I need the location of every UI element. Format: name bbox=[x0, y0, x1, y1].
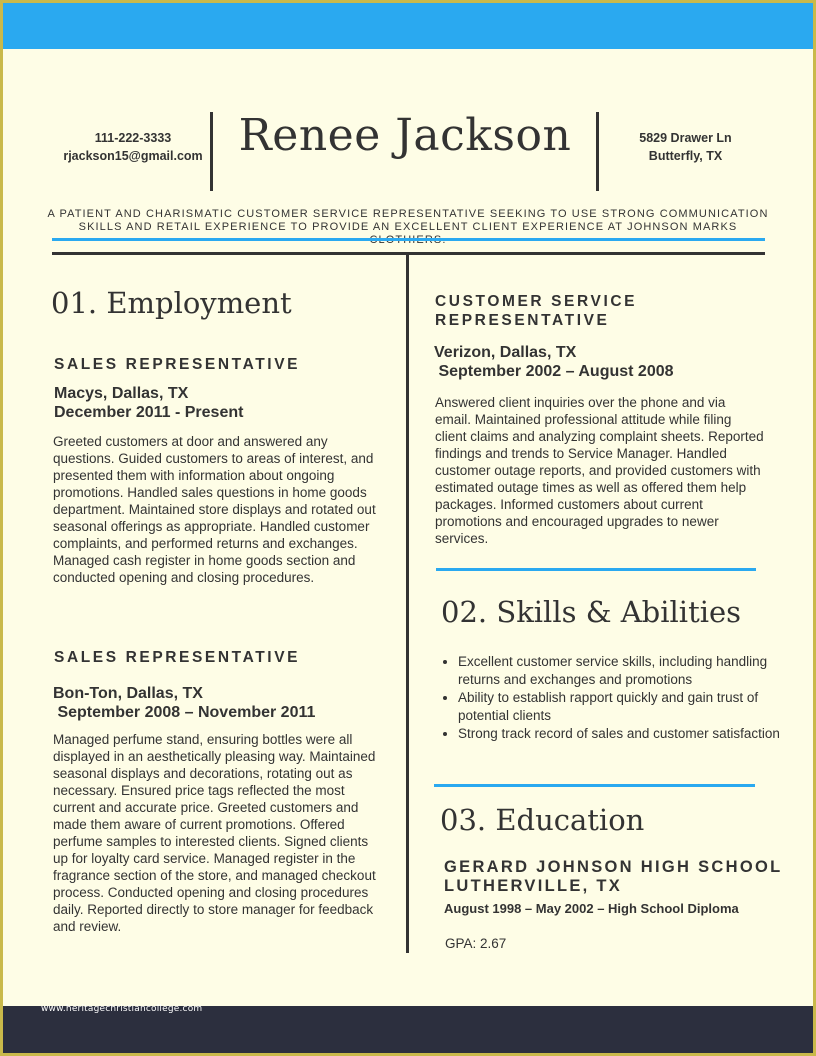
email-address: rjackson15@gmail.com bbox=[63, 149, 203, 163]
job-2-company: Bon-Ton, Dallas, TX bbox=[53, 685, 203, 702]
job-2-dates: September 2008 – November 2011 bbox=[53, 704, 316, 721]
address-line-2: Butterfly, TX bbox=[648, 149, 723, 163]
resume-page bbox=[3, 3, 813, 1053]
job-1-description: Greeted customers at door and answered any questions. Guided customers to areas of interest, and presented them with information about ongoing promotions. Handled sales questions in home goods department. Maintained store displays and rotated out seasonal offerings as appropriate. Handled customer complaints, and performed returns and exchanges. Managed cash register in home goods section and conducted opening and closing procedures. bbox=[53, 434, 376, 585]
education-dates: August 1998 – May 2002 – High School Diploma bbox=[444, 901, 739, 916]
skills-top-rule bbox=[436, 568, 756, 571]
job-3-dates: September 2002 – August 2008 bbox=[434, 363, 674, 380]
job-1-title: SALES REPRESENTATIVE bbox=[54, 356, 301, 373]
address-line-1: 5829 Drawer Ln bbox=[639, 131, 732, 145]
header-divider-right bbox=[596, 112, 599, 191]
contact-left bbox=[53, 129, 213, 165]
top-accent-bar bbox=[3, 3, 813, 49]
job-2-description: Managed perfume stand, ensuring bottles were all displayed in an aesthetically pleasing way. Maintained seasonal displays and decorations, rotating out as necessary. Ensured price tags reflected the most current and accurate price. Greeted customers and made them aware of current promotions. Offered perfume samples to interested clients. Signed clients up for loyalty card service. Managed register in the fragrance section of the store, and managed checkout process. Conducted opening and closing procedures daily. Reported directly to store manager for feedback and review. bbox=[53, 732, 376, 934]
contact-right bbox=[623, 129, 748, 165]
employment-heading: 01. Employment bbox=[51, 286, 292, 320]
job-3-title: CUSTOMER SERVICE REPRESENTATIVE bbox=[435, 293, 638, 329]
objective-statement: A PATIENT AND CHARISMATIC CUSTOMER SERVICE REPRESENTATIVE SEEKING TO USE STRONG COMMUNICATION SKILLS AND RETAIL EXPERIENCE TO PROVIDE AN EXCELLENT CLIENT EXPERIENCE AT JOHNSON MARKS bbox=[47, 208, 769, 233]
education-school: GERARD JOHNSON HIGH SCHOOL LUTHERVILLE, TX bbox=[444, 858, 783, 895]
skills-list bbox=[435, 653, 788, 743]
job-1-company: Macys, Dallas, TX bbox=[54, 385, 189, 402]
job-3-description: Answered client inquiries over the phone and via email. Maintained professional attitude while filing client claims and analyzing complaint sheets. Reported findings and trends to Service Manager. Handled customer outage reports, and provided customers with estimated outage times as well as offered them help packages. Informed customers about current promotions and encouraged upgrades to newer services. bbox=[435, 395, 764, 546]
skill-item: • Excellent customer service skills, including handling returns and exchanges and promotions bbox=[458, 653, 788, 689]
skills-heading: 02. Skills & Abilities bbox=[441, 595, 742, 629]
job-2-title: SALES REPRESENTATIVE bbox=[54, 649, 301, 666]
job-1-dates: December 2011 - Present bbox=[54, 404, 244, 421]
phone-number: 111-222-3333 bbox=[94, 131, 172, 145]
education-top-rule bbox=[434, 784, 755, 787]
education-gpa: GPA: 2.67 bbox=[445, 936, 507, 951]
candidate-name: Renee Jackson bbox=[238, 110, 572, 161]
education-heading: 03. Education bbox=[440, 803, 645, 837]
header-divider-left bbox=[210, 112, 213, 191]
job-3-company: Verizon, Dallas, TX bbox=[434, 344, 577, 361]
watermark-text: www.heritagechristiancollege.com bbox=[41, 1004, 203, 1014]
skill-item: • Ability to establish rapport quickly and gain trust of potential clients bbox=[458, 689, 788, 725]
column-divider bbox=[406, 255, 409, 953]
skill-item: • Strong track record of sales and customer satisfaction bbox=[458, 725, 788, 743]
objective-underline bbox=[52, 238, 765, 241]
